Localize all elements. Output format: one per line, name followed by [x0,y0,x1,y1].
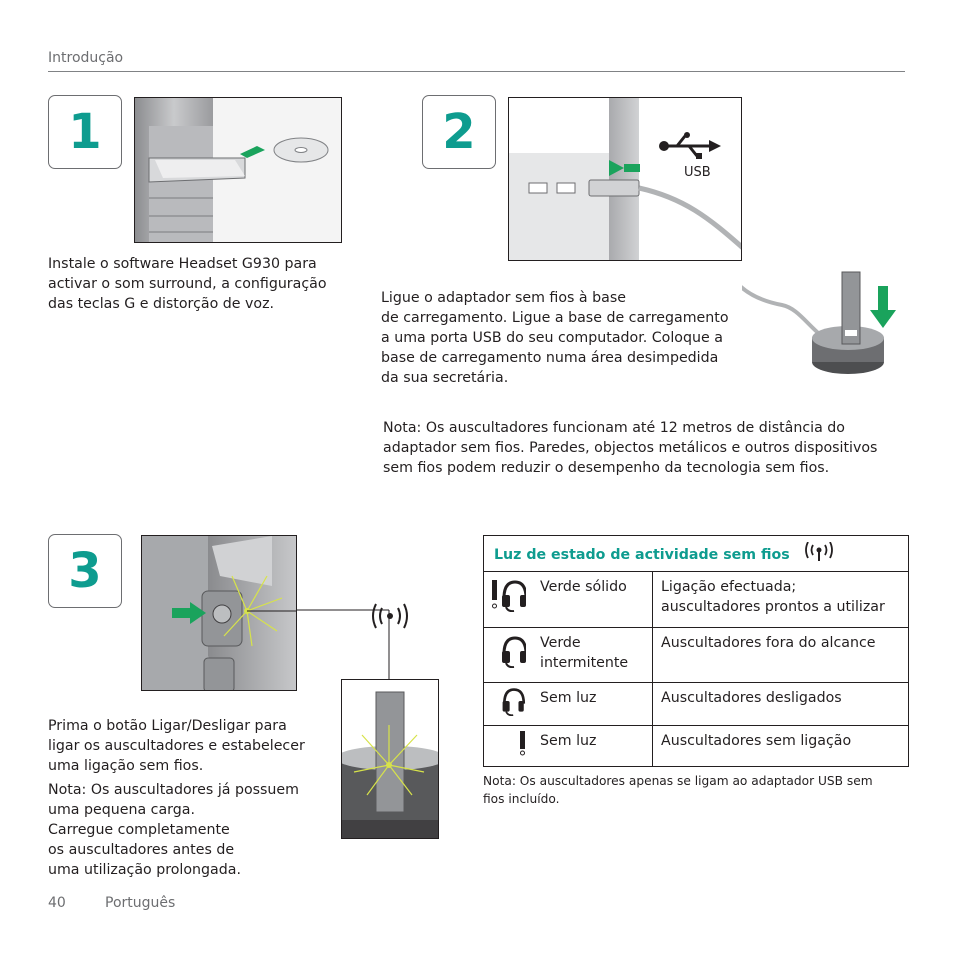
step-2-text [381,288,729,388]
step-2-line: da sua secretária. [381,370,509,386]
step-3-note-line: uma utilização prolongada. [48,862,241,878]
step-3-note-line: os auscultadores antes de [48,842,235,858]
step-3-note [48,780,299,880]
adapter-icon [488,729,526,757]
step-2-note-line: Nota: Os auscultadores funcionam até 12 metros de distância do [383,420,845,436]
step-1-illustration [134,97,342,243]
section-header: Introdução [48,50,124,66]
status-icon-cell [484,572,533,628]
status-state: Sem luz [532,683,653,726]
step-2-line: base de carregamento numa área desimpedida [381,350,719,366]
status-table-note [483,772,873,808]
header-rule [48,71,905,72]
status-state: Sem luz [532,726,653,767]
step-3-note-line: Carregue completamente [48,822,230,838]
step-3-line: uma ligação sem fios. [48,758,204,774]
step-2-number: 2 [422,95,496,169]
step-2-note-line: sem fios podem reduzir o desempenho da tecnologia sem fios. [383,460,830,476]
status-icon-cell [484,628,533,683]
status-meaning [653,572,909,628]
table-row [484,683,909,726]
usb-label: USB [684,165,711,180]
step-3-text [48,716,305,776]
table-row [484,726,909,767]
status-icon-cell [484,726,533,767]
wireless-signal-icon [370,602,410,632]
charging-base-illustration [800,268,910,392]
step-3-illustration [141,535,297,691]
page-number: 40 [48,895,66,911]
step-2-line: de carregamento. Ligue a base de carregamento [381,310,729,326]
status-table-title: Luz de estado de actividade sem fios [494,547,790,563]
footer-language: Português [105,895,176,911]
status-note-line: fios incluído. [483,792,560,806]
step-1-text [48,254,327,314]
status-meaning: Auscultadores desligados [653,683,909,726]
status-meaning: Auscultadores fora do alcance [653,628,909,683]
step-3-note-line: Nota: Os auscultadores já possuem [48,782,299,798]
status-table [483,535,909,767]
status-state [532,628,653,683]
adapter-light-illustration [341,679,439,839]
step-3-number: 3 [48,534,122,608]
step-2-illustration [508,97,742,261]
table-row [484,628,909,683]
status-meaning-line: Ligação efectuada; [661,579,797,595]
step-1-line: activar o som surround, a configuração [48,276,327,292]
step-3-line: ligar os auscultadores e estabelecer [48,738,305,754]
step-1-line: Instale o software Headset G930 para [48,256,317,272]
step-2-line: a uma porta USB do seu computador. Coloque a [381,330,723,346]
step-3-line: Prima o botão Ligar/Desligar para [48,718,287,734]
status-note-line: Nota: Os auscultadores apenas se ligam ao adaptador USB sem [483,774,873,788]
status-meaning: Auscultadores sem ligação [653,726,909,767]
headset-icon [488,686,526,716]
step-1-line: das teclas G e distorção de voz. [48,296,275,312]
step-2-line: Ligue o adaptador sem fios à base [381,290,626,306]
headset-icon [488,634,526,668]
step-3-note-line: uma pequena carga. [48,802,195,818]
step-1-number: 1 [48,95,122,169]
status-state-line: intermitente [540,655,629,671]
step-2-note [383,418,877,478]
wireless-signal-icon [804,542,834,562]
status-icon-cell [484,683,533,726]
adapter-and-headset-icon [488,578,526,612]
step-2-note-line: adaptador sem fios. Paredes, objectos metálicos e outros dispositivos [383,440,878,456]
down-arrow-icon [870,286,896,328]
status-state-line: Verde [540,635,581,651]
status-meaning-line: auscultadores prontos a utilizar [661,599,885,615]
table-row [484,572,909,628]
status-state: Verde sólido [532,572,653,628]
